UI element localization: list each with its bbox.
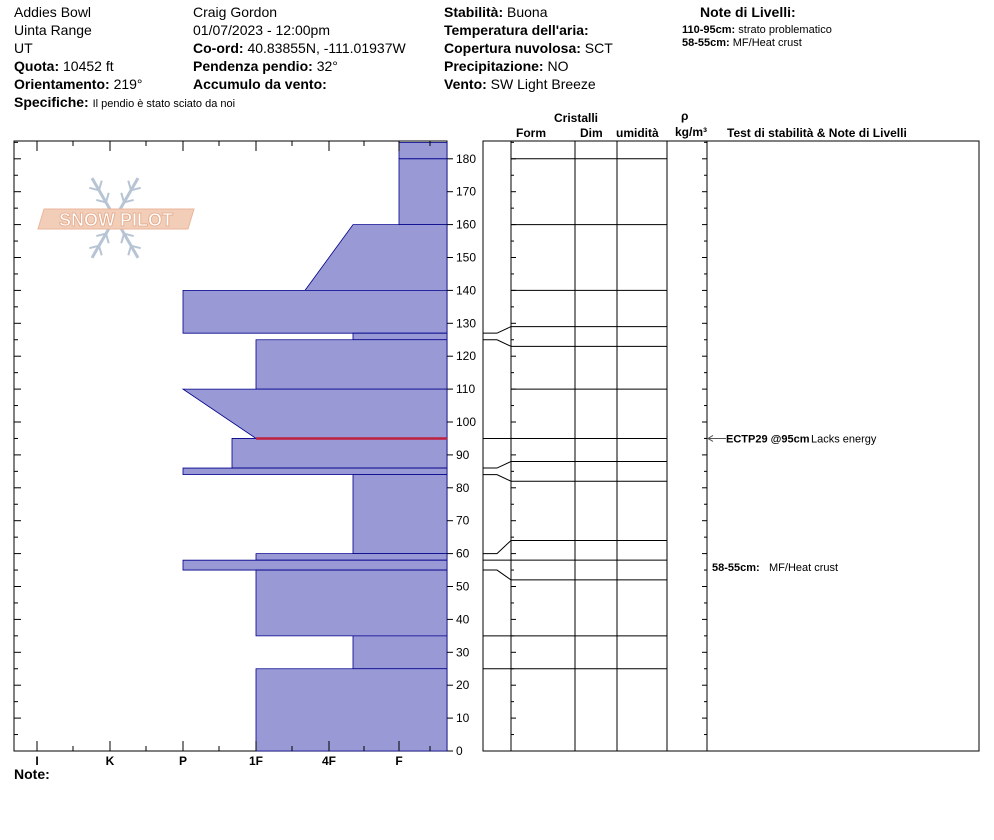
- aspect-value: 219°: [113, 76, 143, 92]
- depth-label-160: 160: [456, 217, 477, 232]
- snow-layer-15: [256, 669, 447, 751]
- depth-label-90: 90: [456, 447, 470, 462]
- depth-label-100: 100: [456, 415, 477, 429]
- moisture-header: umidità: [616, 126, 659, 140]
- snow-layer-3: [305, 225, 447, 291]
- layer-annotation-range-0: 58-55cm:: [712, 561, 760, 574]
- depth-label-110: 110: [456, 382, 476, 397]
- precip-value: NO: [547, 58, 569, 74]
- snow-layer-11: [256, 554, 447, 561]
- stability-value: Buona: [507, 4, 548, 20]
- depth-label-30: 30: [456, 645, 470, 660]
- snow-layer-13: [256, 570, 447, 636]
- snow-layer-12: [183, 560, 447, 570]
- svg-text:SNOW PILOT: SNOW PILOT: [59, 210, 173, 230]
- coord-value: 40.83855N, -111.01937W: [247, 40, 406, 56]
- layer-note-1-range: 110-95cm:: [682, 24, 736, 36]
- crystals-header: Cristalli: [554, 111, 599, 125]
- hardness-label-I: I: [35, 754, 39, 768]
- air-temp-label: Temperatura dell'aria:: [444, 22, 589, 38]
- layer-connector-1: [483, 340, 511, 347]
- hardness-label-K: K: [105, 754, 115, 768]
- snow-layer-2: [399, 159, 447, 225]
- depth-label-80: 80: [456, 480, 470, 495]
- depth-label-20: 20: [456, 678, 470, 693]
- depth-label-180: 180: [456, 151, 477, 166]
- observation-datetime: 01/07/2023 - 12:00pm: [193, 22, 330, 38]
- stability-label: Stabilità:: [444, 4, 504, 20]
- range-name: Uinta Range: [14, 22, 92, 38]
- form-header: Form: [516, 126, 546, 140]
- depth-label-50: 50: [456, 579, 470, 594]
- density-unit-header: kg/m³: [675, 125, 708, 139]
- layer-connector-4: [483, 540, 511, 553]
- snow-layer-8: [232, 438, 447, 468]
- depth-label-140: 140: [456, 283, 477, 298]
- depth-label-0: 0: [456, 744, 463, 758]
- aspect-label: Orientamento:: [14, 76, 110, 92]
- hardness-label-4F: 4F: [321, 754, 337, 768]
- layer-annotation-text-0: MF/Heat crust: [769, 561, 839, 574]
- coord-label: Co-ord:: [193, 40, 244, 56]
- layer-note-2-text: MF/Heat crust: [732, 37, 802, 49]
- depth-label-130: 130: [456, 316, 477, 331]
- state-name: UT: [14, 40, 33, 56]
- precip-label: Precipitazione:: [444, 58, 544, 74]
- hardness-label-1F: 1F: [248, 754, 264, 768]
- specifics-value: Il pendio è stato sciato da noi: [92, 98, 236, 110]
- cloud-value: SCT: [584, 40, 613, 56]
- snow-layer-7: [183, 389, 447, 438]
- specifics-label: Specifiche:: [14, 94, 89, 110]
- depth-label-10: 10: [456, 711, 470, 726]
- layer-notes-title: Note di Livelli:: [700, 4, 796, 20]
- snow-layer-4: [183, 290, 447, 333]
- depth-label-150: 150: [456, 250, 477, 265]
- depth-label-40: 40: [456, 612, 470, 627]
- stability-test-code-0: ECTP29 @95cm: [726, 433, 810, 446]
- stability-test-note-0: Lacks energy: [811, 433, 877, 446]
- layer-connector-2: [483, 461, 511, 468]
- layer-connector-3: [483, 475, 511, 482]
- snow-layer-10: [353, 475, 447, 554]
- slope-label: Pendenza pendio:: [193, 58, 313, 74]
- snow-layer-9: [183, 468, 447, 475]
- rho-header: ρ: [681, 109, 689, 123]
- cloud-label: Copertura nuvolosa:: [444, 40, 581, 56]
- snow-layer-1: [399, 142, 447, 158]
- location-name: Addies Bowl: [14, 4, 92, 20]
- layer-connector-0: [483, 327, 511, 334]
- depth-label-170: 170: [456, 184, 477, 199]
- notes-label: Note:: [14, 766, 50, 782]
- depth-label-60: 60: [456, 546, 470, 561]
- layer-connector-6: [483, 570, 511, 580]
- tests-notes-header: Test di stabilità & Note di Livelli: [727, 126, 907, 140]
- wind-label: Vento:: [444, 76, 487, 92]
- snow-layer-6: [256, 340, 447, 389]
- snow-layer-14: [353, 636, 447, 669]
- snow-layer-5: [353, 333, 447, 340]
- depth-label-70: 70: [456, 513, 470, 528]
- hardness-label-P: P: [178, 754, 188, 768]
- wind-value: SW Light Breeze: [490, 76, 596, 92]
- layer-table-frame: [483, 141, 979, 751]
- size-header: Dim: [580, 126, 603, 140]
- hardness-label-F: F: [395, 754, 403, 768]
- wind-loading-label: Accumulo da vento:: [193, 76, 327, 92]
- observer-name: Craig Gordon: [193, 4, 278, 20]
- slope-value: 32°: [316, 58, 338, 74]
- elevation-value: 10452 ft: [63, 58, 114, 74]
- elevation-label: Quota:: [14, 58, 60, 74]
- layer-note-1-text: strato problematico: [738, 24, 832, 36]
- snowpilot-logo: [38, 178, 194, 258]
- layer-note-2-range: 58-55cm:: [682, 37, 730, 49]
- depth-label-120: 120: [456, 349, 477, 364]
